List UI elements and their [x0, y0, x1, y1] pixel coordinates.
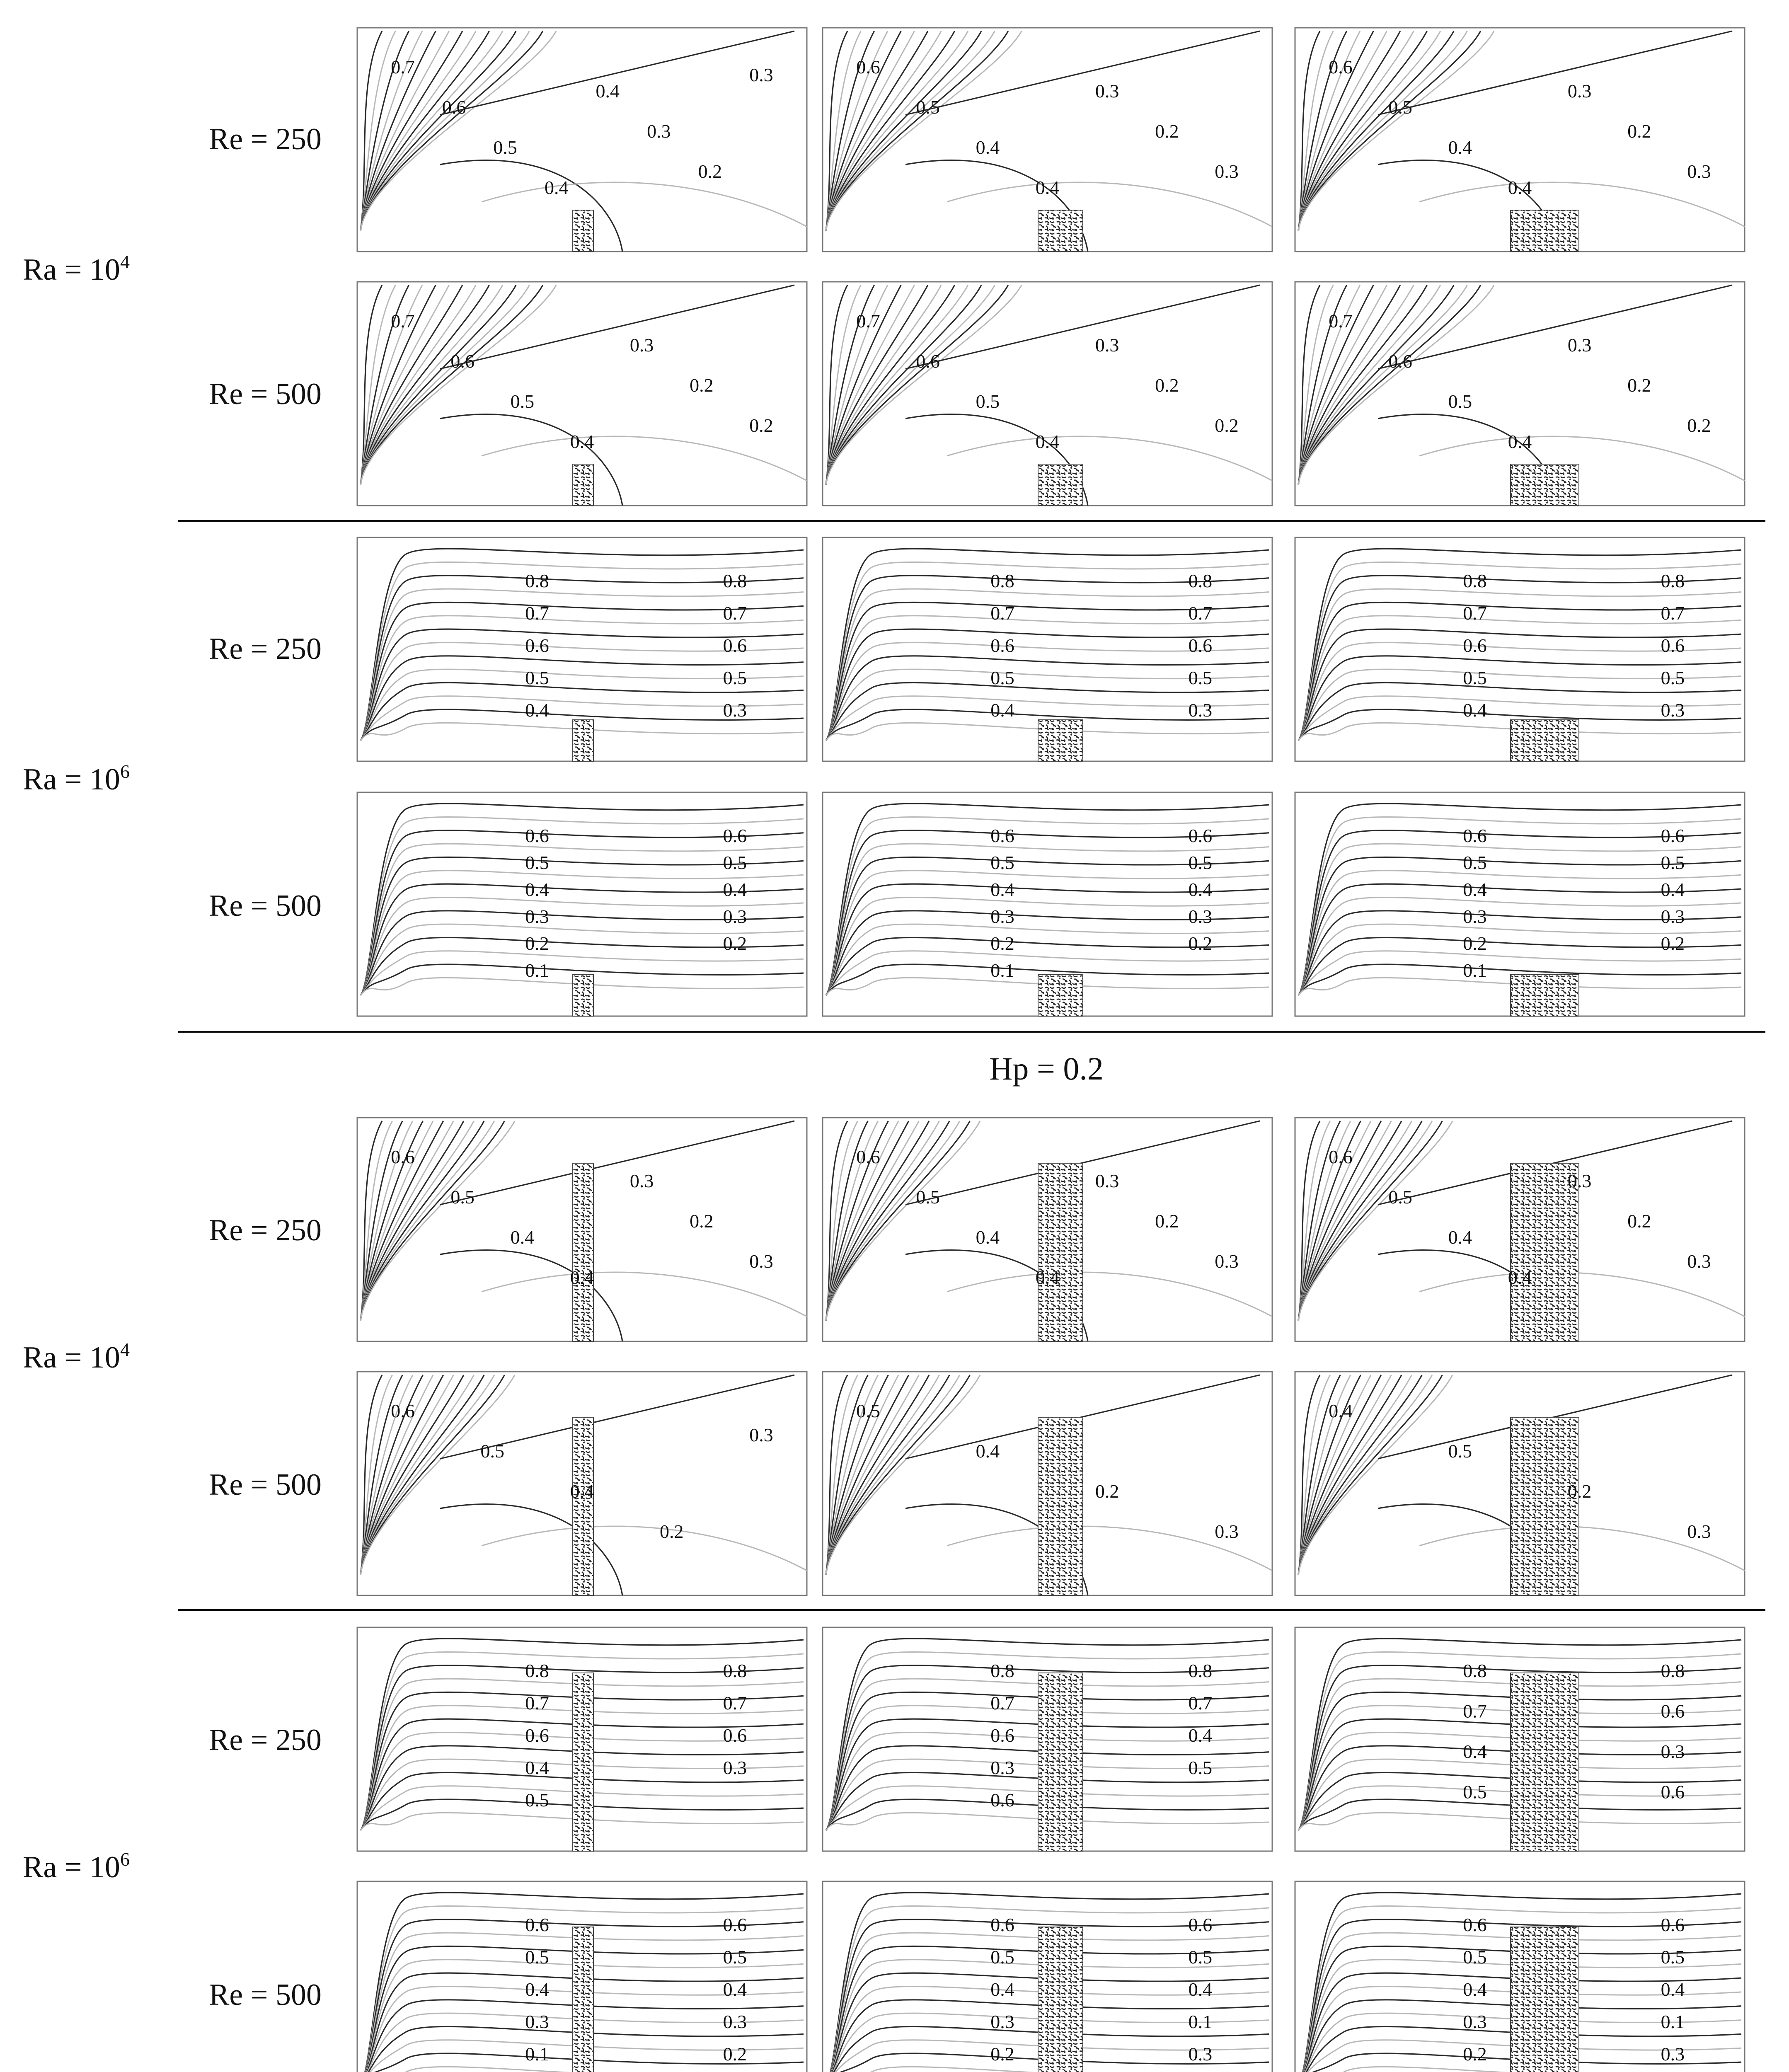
contour-value-label: 0.7 [525, 1692, 549, 1714]
contour-value-label: 0.4 [570, 431, 594, 452]
contour-value-label: 0.6 [1661, 1781, 1685, 1803]
contour-value-label: 0.4 [990, 879, 1014, 900]
contour-panel [823, 282, 1272, 506]
contour-value-label: 0.3 [629, 334, 654, 356]
contour-value-label: 0.3 [1095, 334, 1119, 356]
contour-value-label: 0.6 [990, 825, 1014, 846]
re-label: Re = 250 [209, 1213, 322, 1247]
contour-value-label: 0.6 [525, 635, 549, 656]
contour-value-label: 0.6 [1661, 1700, 1685, 1722]
contour-panel [357, 282, 807, 506]
contour-value-label: 0.6 [1329, 1146, 1353, 1167]
contour-value-label: 0.4 [1448, 137, 1472, 158]
porous-block [573, 1163, 593, 1341]
contour-panel [823, 1627, 1272, 1851]
contour-value-label: 0.5 [1661, 667, 1685, 688]
contour-value-label: 0.5 [723, 667, 747, 688]
contour-panel [1295, 1372, 1745, 1595]
contour-value-label: 0.3 [1661, 2043, 1685, 2065]
contour-value-label: 0.7 [1463, 1700, 1487, 1722]
contour-value-label: 0.5 [1388, 1186, 1412, 1208]
contour-value-label: 0.4 [596, 80, 620, 102]
contour-value-label: 0.5 [916, 1186, 940, 1208]
contour-panel [823, 537, 1272, 761]
contour-value-label: 0.7 [1463, 603, 1487, 624]
contour-value-label: 0.2 [723, 933, 747, 954]
contour-value-label: 0.8 [723, 1660, 747, 1681]
contour-value-label: 0.6 [1188, 1914, 1213, 1935]
contour-value-label: 0.3 [990, 906, 1014, 927]
porous-block [1038, 1673, 1083, 1851]
contour-value-label: 0.2 [1463, 2043, 1487, 2065]
contour-value-label: 0.5 [990, 667, 1014, 688]
re-label: Re = 500 [209, 1468, 322, 1502]
contour-value-label: 0.4 [976, 137, 1000, 158]
porous-block [1038, 720, 1083, 761]
contour-value-label: 0.5 [856, 1400, 880, 1421]
contour-value-label: 0.8 [1188, 1660, 1213, 1681]
contour-value-label: 0.5 [1661, 1946, 1685, 1968]
contour-value-label: 0.4 [1035, 177, 1060, 198]
hp-label: Hp = 0.2 [989, 1051, 1104, 1087]
contour-value-label: 0.4 [1463, 1979, 1487, 2000]
contour-value-label: 0.3 [1215, 1251, 1239, 1272]
contour-value-label: 0.4 [525, 700, 549, 721]
contour-panel [823, 1372, 1272, 1595]
contour-value-label: 0.2 [1627, 121, 1651, 142]
contour-value-label: 0.2 [698, 161, 722, 182]
contour-value-label: 0.4 [976, 1227, 1000, 1248]
contour-value-label: 0.5 [1463, 1781, 1487, 1803]
contour-value-label: 0.5 [1463, 852, 1487, 873]
contour-value-label: 0.4 [990, 1979, 1014, 2000]
contour-value-label: 0.6 [856, 56, 880, 77]
contour-value-label: 0.5 [990, 852, 1014, 873]
svg-text:Ra = 106: $Ra = 10^6$ [23, 1849, 130, 1884]
contour-value-label: 0.6 [1661, 635, 1685, 656]
svg-text:Ra = 104: $Ra = 10^4$ [23, 251, 130, 287]
contour-panel [1295, 1627, 1745, 1851]
contour-value-label: 0.6 [916, 351, 940, 372]
contour-value-label: 0.3 [990, 1757, 1014, 1778]
contour-panel [823, 28, 1272, 252]
contour-value-label: 0.3 [723, 906, 747, 927]
contour-value-label: 0.3 [749, 1424, 773, 1445]
contour-value-label: 0.4 [1329, 1400, 1353, 1421]
contour-value-label: 0.3 [1215, 161, 1239, 182]
contour-value-label: 0.7 [990, 603, 1014, 624]
contour-value-label: 0.1 [525, 2043, 549, 2065]
contour-value-label: 0.4 [1188, 879, 1213, 900]
porous-block [1511, 720, 1579, 761]
contour-value-label: 0.2 [749, 415, 773, 436]
contour-value-label: 0.2 [660, 1521, 684, 1542]
contour-value-label: 0.6 [525, 1725, 549, 1746]
contour-value-label: 0.6 [990, 1789, 1014, 1811]
contour-value-label: 0.2 [1155, 1210, 1179, 1232]
contour-value-label: 0.3 [1661, 1741, 1685, 1762]
porous-block [1035, 1163, 1083, 1341]
contour-value-label: 0.8 [525, 570, 549, 591]
contour-value-label: 0.3 [1567, 334, 1592, 356]
contour-value-label: 0.3 [1188, 700, 1213, 721]
contour-value-label: 0.6 [1463, 825, 1487, 846]
contour-value-label: 0.5 [450, 1186, 474, 1208]
contour-value-label: 0.4 [1463, 879, 1487, 900]
contour-value-label: 0.6 [990, 1725, 1014, 1746]
contour-value-label: 0.3 [749, 64, 773, 85]
contour-value-label: 0.2 [1627, 1210, 1651, 1232]
porous-block [1511, 1927, 1579, 2072]
re-label: Re = 500 [209, 889, 322, 923]
contour-value-label: 0.3 [1687, 1521, 1711, 1542]
contour-value-label: 0.1 [990, 960, 1014, 981]
contour-value-label: 0.3 [990, 2011, 1014, 2032]
contour-value-label: 0.8 [1661, 1660, 1685, 1681]
contour-value-label: 0.7 [391, 56, 415, 77]
contour-value-label: 0.2 [1463, 933, 1487, 954]
contour-value-label: 0.2 [1095, 1481, 1119, 1502]
contour-value-label: 0.4 [1661, 1979, 1685, 2000]
porous-block [573, 975, 593, 1016]
re-label: Re = 500 [209, 1978, 322, 2012]
contour-value-label: 0.6 [990, 1914, 1014, 1935]
contour-value-label: 0.2 [1215, 415, 1239, 436]
contour-value-label: 0.5 [723, 1946, 747, 1968]
contour-value-label: 0.4 [1448, 1227, 1472, 1248]
contour-value-label: 0.5 [976, 391, 1000, 412]
svg-text:Ra = 106: $Ra = 10^6$ [23, 761, 130, 796]
contour-value-label: 0.3 [1661, 700, 1685, 721]
porous-block [1511, 975, 1579, 1016]
svg-text:Ra = 104: $Ra = 10^4$ [23, 1339, 130, 1375]
contour-value-label: 0.2 [723, 2043, 747, 2065]
contour-value-label: 0.1 [1463, 960, 1487, 981]
contour-value-label: 0.4 [1508, 431, 1532, 452]
contour-value-label: 0.3 [723, 1757, 747, 1778]
contour-value-label: 0.5 [1661, 852, 1685, 873]
porous-block [1038, 464, 1083, 506]
ra-label [23, 251, 130, 287]
contour-value-label: 0.4 [570, 1267, 594, 1288]
re-label: Re = 250 [209, 632, 322, 666]
contour-value-label: 0.4 [525, 879, 549, 900]
contour-value-label: 0.6 [1661, 825, 1685, 846]
contour-value-label: 0.3 [1661, 906, 1685, 927]
contour-value-label: 0.3 [1188, 2043, 1213, 2065]
contour-value-label: 0.4 [1035, 1267, 1060, 1288]
contour-value-label: 0.4 [1463, 700, 1487, 721]
porous-block [1511, 464, 1579, 506]
contour-value-label: 0.8 [1661, 570, 1685, 591]
contour-value-label: 0.3 [1687, 161, 1711, 182]
contour-value-label: 0.7 [1188, 603, 1213, 624]
contour-value-label: 0.4 [525, 1757, 549, 1778]
contour-panel [357, 1881, 807, 2072]
contour-value-label: 0.4 [570, 1481, 594, 1502]
contour-value-label: 0.5 [480, 1440, 504, 1462]
contour-value-label: 0.6 [723, 635, 747, 656]
porous-block [1038, 975, 1083, 1016]
contour-value-label: 0.5 [1188, 1946, 1213, 1968]
contour-value-label: 0.3 [749, 1251, 773, 1272]
contour-value-label: 0.6 [1188, 825, 1213, 846]
porous-block [1038, 1927, 1083, 2072]
contour-panel [823, 1118, 1272, 1341]
contour-value-label: 0.6 [1463, 1914, 1487, 1935]
contour-value-label: 0.6 [723, 825, 747, 846]
contour-value-label: 0.6 [1329, 56, 1353, 77]
contour-value-label: 0.5 [1188, 1757, 1213, 1778]
contour-value-label: 0.3 [1095, 1170, 1119, 1191]
contour-value-label: 0.3 [1567, 1170, 1592, 1191]
contour-panel [357, 1627, 807, 1851]
contour-value-label: 0.2 [990, 2043, 1014, 2065]
contour-value-label: 0.4 [525, 1979, 549, 2000]
contour-panel [357, 792, 807, 1016]
contour-value-label: 0.8 [1188, 570, 1213, 591]
contour-value-label: 0.6 [1463, 635, 1487, 656]
contour-value-label: 0.8 [525, 1660, 549, 1681]
contour-value-label: 0.3 [647, 121, 671, 142]
contour-value-label: 0.3 [1463, 2011, 1487, 2032]
contour-value-label: 0.2 [525, 933, 549, 954]
contour-value-label: 0.5 [723, 852, 747, 873]
contour-value-label: 0.4 [510, 1227, 535, 1248]
porous-block [573, 210, 593, 252]
porous-block [573, 720, 593, 761]
contour-panel [823, 792, 1272, 1016]
re-label: Re = 250 [209, 122, 322, 156]
contour-value-label: 0.6 [442, 97, 466, 118]
contour-value-label: 0.3 [1215, 1521, 1239, 1542]
contour-value-label: 0.8 [723, 570, 747, 591]
contour-value-label: 0.7 [723, 603, 747, 624]
contour-value-label: 0.6 [723, 1914, 747, 1935]
contour-value-label: 0.4 [976, 1440, 1000, 1462]
contour-value-label: 0.2 [1155, 121, 1179, 142]
contour-value-label: 0.2 [1155, 375, 1179, 396]
contour-value-label: 0.6 [1188, 635, 1213, 656]
porous-block [573, 1673, 593, 1851]
contour-value-label: 0.1 [1661, 2011, 1685, 2032]
porous-block [573, 1417, 593, 1595]
contour-value-label: 0.2 [1661, 933, 1685, 954]
contour-value-label: 0.6 [450, 351, 474, 372]
contour-panel [357, 28, 807, 252]
contour-value-label: 0.3 [1188, 906, 1213, 927]
contour-value-label: 0.2 [1627, 375, 1651, 396]
contour-value-label: 0.4 [1508, 1267, 1532, 1288]
contour-value-label: 0.3 [723, 700, 747, 721]
contour-value-label: 0.4 [1508, 177, 1532, 198]
contour-panels [357, 28, 1745, 2072]
contour-panel [1295, 1881, 1745, 2072]
porous-block [573, 464, 593, 506]
contour-value-label: 0.8 [990, 1660, 1014, 1681]
contour-value-label: 0.4 [723, 879, 747, 900]
contour-value-label: 0.5 [525, 667, 549, 688]
contour-value-label: 0.4 [1661, 879, 1685, 900]
contour-value-label: 0.5 [1388, 97, 1412, 118]
porous-block [1511, 1673, 1579, 1851]
contour-value-label: 0.5 [1448, 1440, 1472, 1462]
contour-value-label: 0.7 [856, 310, 880, 332]
contour-value-label: 0.5 [916, 97, 940, 118]
contour-value-label: 0.5 [990, 1946, 1014, 1968]
contour-value-label: 0.3 [723, 2011, 747, 2032]
contour-value-label: 0.6 [525, 825, 549, 846]
contour-value-label: 0.7 [723, 1692, 747, 1714]
contour-value-label: 0.6 [990, 635, 1014, 656]
porous-block [573, 1927, 593, 2072]
ra-label [23, 761, 130, 796]
contour-value-label: 0.4 [1188, 1979, 1213, 2000]
contour-value-label: 0.2 [1567, 1481, 1592, 1502]
contour-value-label: 0.2 [690, 1210, 714, 1232]
contour-value-label: 0.5 [1463, 667, 1487, 688]
re-label: Re = 500 [209, 377, 322, 411]
contour-panel [1295, 1118, 1745, 1341]
contour-value-label: 0.1 [1188, 2011, 1213, 2032]
contour-value-label: 0.2 [1687, 415, 1711, 436]
contour-value-label: 0.4 [990, 700, 1014, 721]
contour-value-label: 0.5 [1448, 391, 1472, 412]
contour-value-label: 0.7 [1661, 603, 1685, 624]
contour-value-label: 0.3 [1567, 80, 1592, 102]
contour-value-label: 0.5 [493, 137, 517, 158]
contour-value-label: 0.3 [1095, 80, 1119, 102]
porous-block [1038, 210, 1083, 252]
contour-value-label: 0.7 [990, 1692, 1014, 1714]
contour-value-label: 0.1 [525, 960, 549, 981]
contour-value-label: 0.4 [1463, 1741, 1487, 1762]
ra-label [23, 1339, 130, 1375]
ra-label [23, 1849, 130, 1884]
contour-value-label: 0.5 [525, 1789, 549, 1811]
contour-value-label: 0.2 [990, 933, 1014, 954]
contour-value-label: 0.3 [1687, 1251, 1711, 1272]
contour-value-label: 0.5 [1463, 1946, 1487, 1968]
contour-value-label: 0.4 [544, 177, 569, 198]
contour-value-label: 0.3 [629, 1170, 654, 1191]
contour-value-label: 0.6 [723, 1725, 747, 1746]
porous-block [1038, 1417, 1083, 1595]
contour-value-label: 0.4 [1188, 1725, 1213, 1746]
contour-value-label: 0.7 [1329, 310, 1353, 332]
contour-value-label: 0.6 [525, 1914, 549, 1935]
contour-value-label: 0.6 [1388, 351, 1412, 372]
contour-value-label: 0.8 [1463, 1660, 1487, 1681]
contour-panel [1295, 792, 1745, 1016]
contour-value-label: 0.6 [856, 1146, 880, 1167]
contour-panel [823, 1881, 1272, 2072]
contour-value-label: 0.5 [525, 852, 549, 873]
re-label: Re = 250 [209, 1723, 322, 1757]
contour-panel [1295, 537, 1745, 761]
contour-value-label: 0.5 [1188, 852, 1213, 873]
contour-panel [357, 1372, 807, 1595]
contour-panel [357, 537, 807, 761]
contour-value-label: 0.3 [1463, 906, 1487, 927]
contour-value-label: 0.8 [990, 570, 1014, 591]
contour-value-label: 0.7 [391, 310, 415, 332]
contour-value-label: 0.4 [1035, 431, 1060, 452]
contour-value-label: 0.6 [391, 1400, 415, 1421]
contour-panel [1295, 282, 1745, 506]
contour-value-label: 0.6 [391, 1146, 415, 1167]
contour-value-label: 0.3 [525, 906, 549, 927]
contour-value-label: 0.3 [525, 2011, 549, 2032]
contour-value-label: 0.2 [1188, 933, 1213, 954]
contour-panel [1295, 28, 1745, 252]
contour-value-label: 0.6 [1661, 1914, 1685, 1935]
contour-value-label: 0.8 [1463, 570, 1487, 591]
contour-value-label: 0.4 [723, 1979, 747, 2000]
contour-value-label: 0.7 [525, 603, 549, 624]
contour-value-label: 0.7 [1188, 1692, 1213, 1714]
contour-panel [357, 1118, 807, 1341]
porous-block [1511, 210, 1579, 252]
contour-value-label: 0.5 [525, 1946, 549, 1968]
contour-value-label: 0.5 [1188, 667, 1213, 688]
contour-value-label: 0.2 [690, 375, 714, 396]
contour-value-label: 0.5 [510, 391, 535, 412]
porous-block [1511, 1417, 1579, 1595]
